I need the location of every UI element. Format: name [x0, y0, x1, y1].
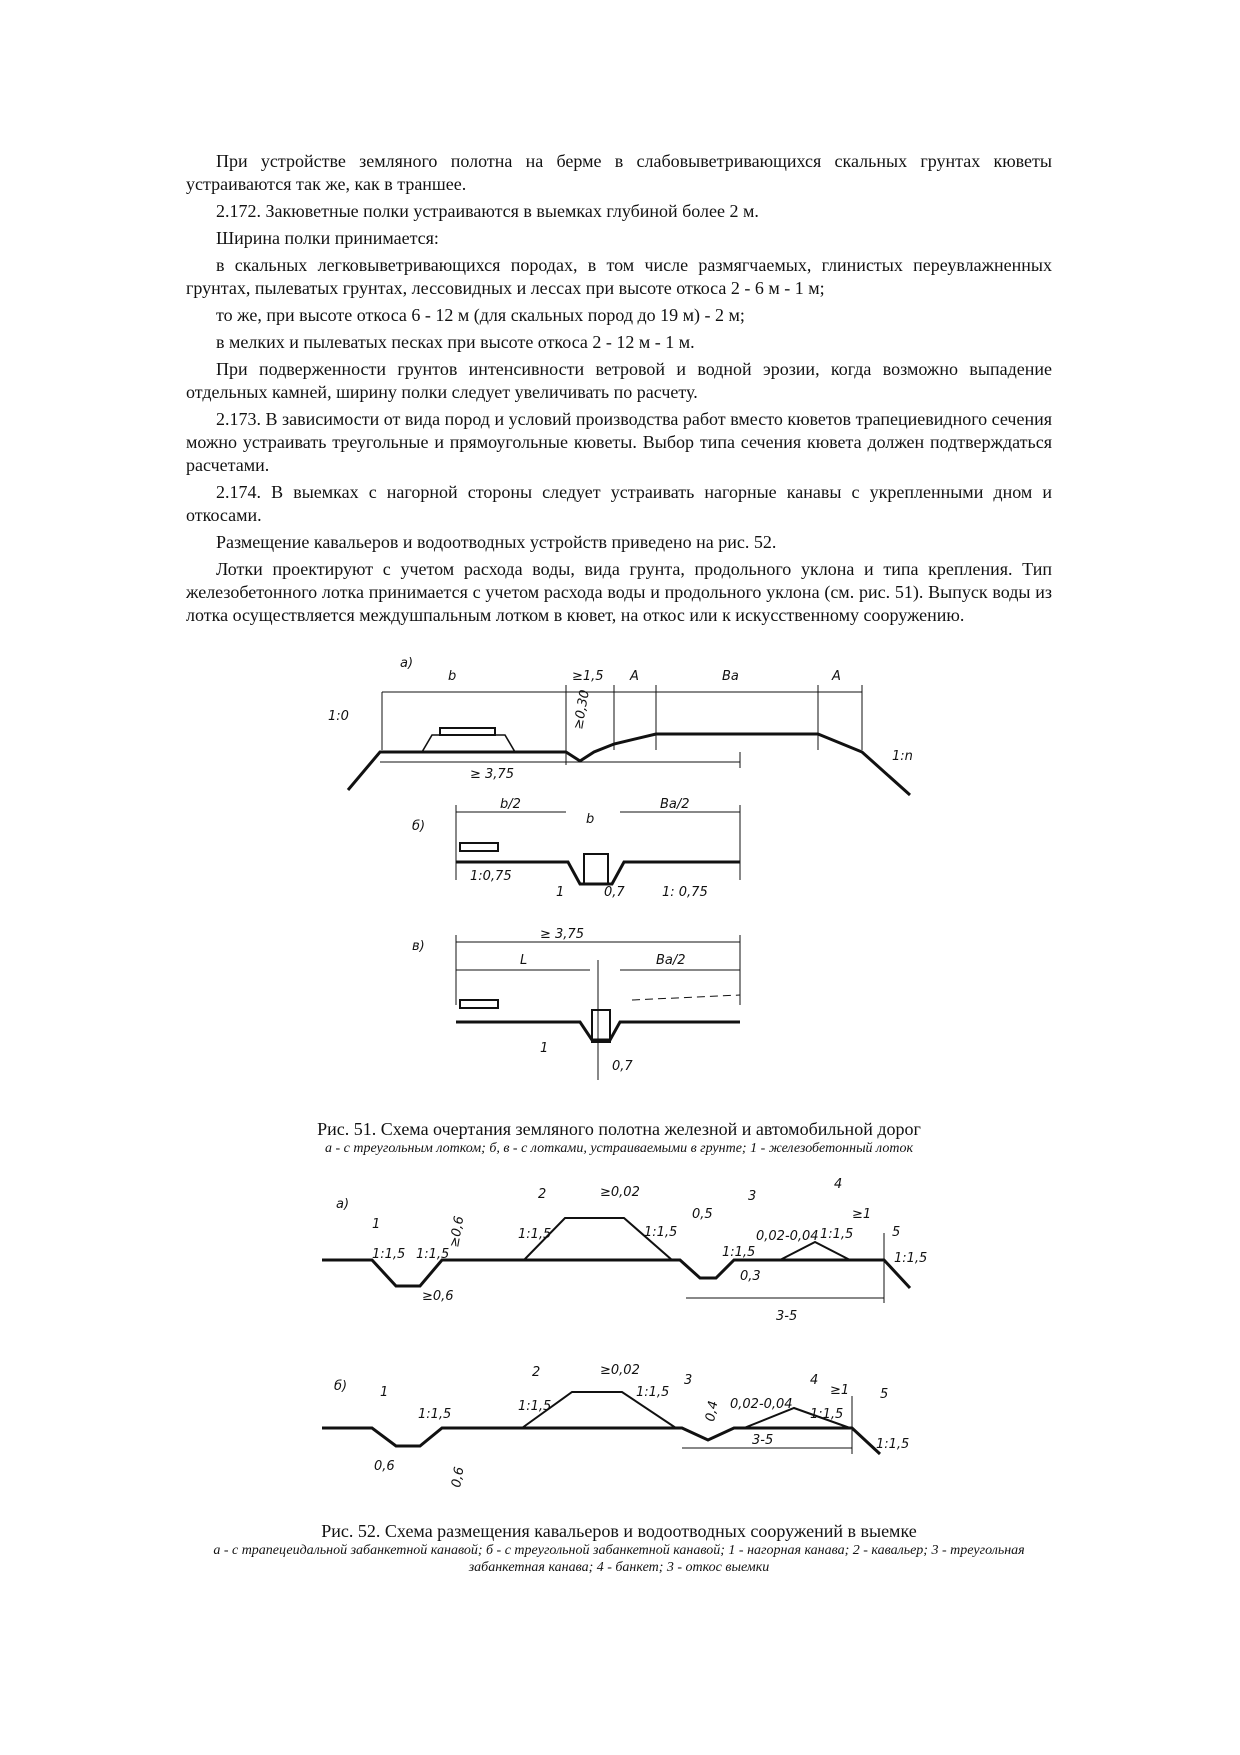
- label-s15f: 1:1,5: [820, 1227, 854, 1242]
- label-m15c: 1:1,5: [636, 1385, 670, 1400]
- label-w07: 0,7: [604, 885, 625, 900]
- label-n3: 3: [748, 1189, 757, 1204]
- label-one-b: 1: [540, 1041, 549, 1056]
- paragraph: 2.173. В зависимости от вида пород и условий производства работ вместо кюветов трапециевидного сечения можно устраивать треугольные и прямоугольные кюветы. Выбор типа сечения кювета должен подтверждаться расчетами.: [186, 409, 1052, 475]
- label-s15a: 1:1,5: [372, 1247, 406, 1262]
- caption-subtitle: а - с треугольным лотком; б, в - с лотками, устраиваемыми в грунте; 1 - железобетонный лоток: [324, 1141, 913, 1156]
- label-h030: ≥0,30: [571, 688, 593, 731]
- label-w35: 3-5: [776, 1309, 798, 1324]
- label-m04: 0,4: [703, 1399, 722, 1423]
- figure-51: [0, 640, 1240, 1090]
- label-m15e: 1:1,5: [876, 1437, 910, 1452]
- figure-52: [0, 1178, 1240, 1508]
- label-s15g: 1:1,5: [894, 1251, 928, 1266]
- label-n5: 5: [892, 1225, 901, 1240]
- label-b-small: б): [412, 819, 426, 834]
- label-ge06b: ≥0,6: [422, 1289, 454, 1304]
- paragraph: При устройстве земляного полотна на берме в слабовыветривающихся скальных грунтах кюветы устраиваются так же, как в траншее.: [186, 151, 1052, 194]
- paragraph: 2.174. В выемках с нагорной стороны следует устраивать нагорные канавы с укрепленными дном и откосами.: [186, 482, 1052, 525]
- figure-51-caption: [186, 1118, 1052, 1157]
- label-Ba2b: Bа/2: [656, 953, 686, 968]
- label-slope-left: 1:0: [328, 709, 349, 724]
- label-m15d: 1:1,5: [810, 1407, 844, 1422]
- label-ge1: ≥1: [852, 1207, 872, 1222]
- label-m35: 3-5: [752, 1433, 774, 1448]
- label-s075l: 1:0,75: [470, 869, 512, 884]
- label-n2: 2: [538, 1187, 547, 1202]
- label-w07b: 0,7: [612, 1059, 633, 1074]
- figure-51-drawing: [0, 640, 1240, 1090]
- paragraph: 2.172. Закюветные полки устраиваются в выемках глубиной более 2 м.: [216, 201, 759, 221]
- label-w03: 0,3: [740, 1269, 761, 1284]
- label-m002: ≥0,02: [600, 1363, 640, 1378]
- label-ge002: ≥0,02: [600, 1185, 640, 1200]
- label-m2: 2: [532, 1365, 541, 1380]
- caption-subtitle: а - с трапецеидальной забанкетной канавой; б - с треугольной забанкетной канавой; 1 - нагорная канава; 2 - кавальер; 3 - треугольная забанкетная канава; 4 - банкет; 3 - откос выемки: [213, 1543, 1025, 1575]
- caption-title: Рис. 52. Схема размещения кавальеров и водоотводных сооружений в выемке: [321, 1521, 917, 1541]
- label-w05: 0,5: [692, 1207, 713, 1222]
- label-Ba: Bа: [722, 669, 739, 684]
- label-m1: 1: [380, 1385, 389, 1400]
- figure-52-drawing: [0, 1178, 1240, 1508]
- label-w375: ≥ 3,75: [470, 767, 514, 782]
- label-ge15: ≥1,5: [572, 669, 604, 684]
- paragraph: то же, при высоте откоса 6 - 12 м (для скальных пород до 19 м) - 2 м;: [216, 305, 745, 325]
- figure-52-caption: [186, 1520, 1052, 1576]
- label-m06v: 0,6: [449, 1465, 468, 1489]
- label-mge1: ≥1: [830, 1383, 850, 1398]
- label-s075r: 1: 0,75: [662, 885, 708, 900]
- label-w375b: ≥ 3,75: [540, 927, 584, 942]
- label-s15b: 1:1,5: [416, 1247, 450, 1262]
- label-m5: 5: [880, 1387, 889, 1402]
- label-n1: 1: [372, 1217, 381, 1232]
- body-text: [186, 150, 1052, 631]
- label-m3: 3: [684, 1373, 693, 1388]
- paragraph: в мелких и пылеватых песках при высоте откоса 2 - 12 м - 1 м.: [216, 332, 695, 352]
- label-slope-right: 1:n: [892, 749, 913, 764]
- label-a: а): [400, 656, 414, 671]
- label-L: L: [520, 953, 528, 968]
- label-s15c: 1:1,5: [518, 1227, 552, 1242]
- label-n4: 4: [834, 1178, 843, 1192]
- label-s15d: 1:1,5: [644, 1225, 678, 1240]
- label-mr: 0,02-0,04: [730, 1397, 793, 1412]
- label-Ba2: Bа/2: [660, 797, 690, 812]
- paragraph: Ширина полки принимается:: [216, 228, 439, 248]
- caption-title: Рис. 51. Схема очертания земляного полотна железной и автомобильной дорог: [317, 1119, 921, 1139]
- label-v: в): [412, 939, 425, 954]
- label-r002: 0,02-0,04: [756, 1229, 819, 1244]
- paragraph: Лотки проектируют с учетом расхода воды, вида грунта, продольного уклона и типа крепления. Тип железобетонного лотка принимается с учетом расхода воды и продольного уклона (см. рис. 51). Выпуск воды из лотка осуществляется междушпальным лотком в кювет, на откос или к искусственному сооружению.: [186, 559, 1052, 625]
- label-one: 1: [556, 885, 565, 900]
- label-m06: 0,6: [374, 1459, 395, 1474]
- paragraph: в скальных легковыветривающихся породах, в том числе размягчаемых, глинистых переувлажненных грунтах, пылеватых грунтах, лессовидных и лессах при высоте откоса 2 - 6 м - 1 м;: [186, 255, 1052, 298]
- label-s15e: 1:1,5: [722, 1245, 756, 1260]
- label-b: b: [448, 669, 457, 684]
- label-m15b: 1:1,5: [518, 1399, 552, 1414]
- label-m4: 4: [810, 1373, 819, 1388]
- label-b2: b/2: [500, 797, 521, 812]
- label-ge06: ≥0,6: [447, 1214, 468, 1249]
- paragraph: Размещение кавальеров и водоотводных устройств приведено на рис. 52.: [216, 532, 777, 552]
- label-m15a: 1:1,5: [418, 1407, 452, 1422]
- label-b2-fig52: б): [334, 1379, 348, 1394]
- label-bb: b: [586, 812, 595, 827]
- paragraph: При подверженности грунтов интенсивности ветровой и водной эрозии, когда возможно выпадение отдельных камней, ширину полки следует увеличивать по расчету.: [186, 359, 1052, 402]
- label-A1: A: [630, 669, 639, 684]
- label-A2: A: [832, 669, 841, 684]
- label-a2: а): [336, 1197, 350, 1212]
